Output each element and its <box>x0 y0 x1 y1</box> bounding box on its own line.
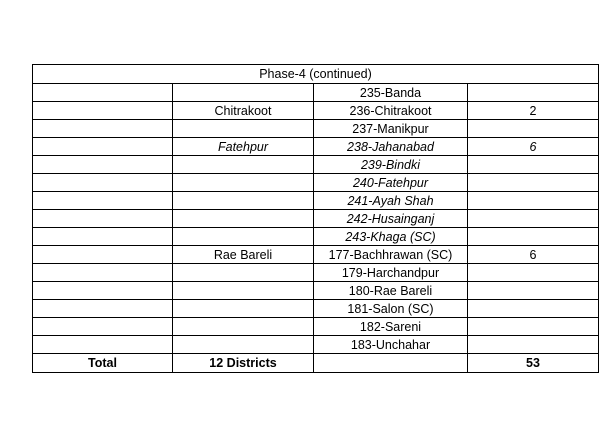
blank-cell <box>33 174 173 192</box>
constituency-cell: 236-Chitrakoot <box>314 102 468 120</box>
seats-cell <box>468 282 599 300</box>
table-row <box>33 138 599 156</box>
constituency-cell: 243-Khaga (SC) <box>314 228 468 246</box>
seats-cell <box>468 264 599 282</box>
district-cell <box>173 336 314 354</box>
district-cell: Fatehpur <box>173 138 314 156</box>
district-cell <box>173 156 314 174</box>
district-cell <box>173 282 314 300</box>
seats-cell <box>468 192 599 210</box>
blank-cell <box>33 156 173 174</box>
seats-cell: 6 <box>468 246 599 264</box>
constituency-cell: 180-Rae Bareli <box>314 282 468 300</box>
constituency-cell: 183-Unchahar <box>314 336 468 354</box>
district-cell <box>173 300 314 318</box>
district-cell <box>173 174 314 192</box>
table-row <box>33 102 599 120</box>
seats-cell: 6 <box>468 138 599 156</box>
blank-cell <box>33 210 173 228</box>
constituency-cell: 177-Bachhrawan (SC) <box>314 246 468 264</box>
blank-cell <box>33 336 173 354</box>
district-cell <box>173 192 314 210</box>
blank-cell <box>33 246 173 264</box>
district-cell: Chitrakoot <box>173 102 314 120</box>
table-row <box>33 228 599 246</box>
seats-cell <box>468 210 599 228</box>
constituency-cell: 179-Harchandpur <box>314 264 468 282</box>
seats-cell <box>468 336 599 354</box>
phase-table <box>32 64 599 373</box>
district-cell <box>173 318 314 336</box>
constituency-cell: 240-Fatehpur <box>314 174 468 192</box>
seats-cell <box>468 84 599 102</box>
seats-cell <box>468 156 599 174</box>
seats-cell <box>468 174 599 192</box>
district-cell: Rae Bareli <box>173 246 314 264</box>
table-header-row <box>33 65 599 84</box>
blank-cell <box>33 120 173 138</box>
blank-cell <box>33 282 173 300</box>
table-row <box>33 174 599 192</box>
total-label: Total <box>33 354 173 373</box>
blank-cell <box>33 192 173 210</box>
blank-cell <box>33 318 173 336</box>
blank-cell <box>33 264 173 282</box>
constituency-cell: 238-Jahanabad <box>314 138 468 156</box>
table-row <box>33 318 599 336</box>
table-header: Phase-4 (continued) <box>33 65 599 84</box>
table-row <box>33 246 599 264</box>
table-row <box>33 120 599 138</box>
constituency-cell: 237-Manikpur <box>314 120 468 138</box>
blank-cell <box>33 102 173 120</box>
blank-cell <box>33 84 173 102</box>
district-cell <box>173 228 314 246</box>
district-cell <box>173 120 314 138</box>
constituency-cell: 182-Sareni <box>314 318 468 336</box>
table-row <box>33 84 599 102</box>
table-row <box>33 336 599 354</box>
seats-cell: 2 <box>468 102 599 120</box>
district-cell <box>173 84 314 102</box>
table-row <box>33 264 599 282</box>
total-seats: 53 <box>468 354 599 373</box>
table-row <box>33 282 599 300</box>
constituency-cell: 239-Bindki <box>314 156 468 174</box>
constituency-cell: 242-Husainganj <box>314 210 468 228</box>
total-blank-cell <box>314 354 468 373</box>
seats-cell <box>468 300 599 318</box>
constituency-cell: 235-Banda <box>314 84 468 102</box>
table-row <box>33 192 599 210</box>
seats-cell <box>468 120 599 138</box>
blank-cell <box>33 300 173 318</box>
seats-cell <box>468 228 599 246</box>
table-row <box>33 210 599 228</box>
total-districts: 12 Districts <box>173 354 314 373</box>
constituency-cell: 241-Ayah Shah <box>314 192 468 210</box>
blank-cell <box>33 138 173 156</box>
constituency-cell: 181-Salon (SC) <box>314 300 468 318</box>
table-row <box>33 156 599 174</box>
district-cell <box>173 210 314 228</box>
blank-cell <box>33 228 173 246</box>
seats-cell <box>468 318 599 336</box>
total-row <box>33 354 599 373</box>
table-row <box>33 300 599 318</box>
district-cell <box>173 264 314 282</box>
